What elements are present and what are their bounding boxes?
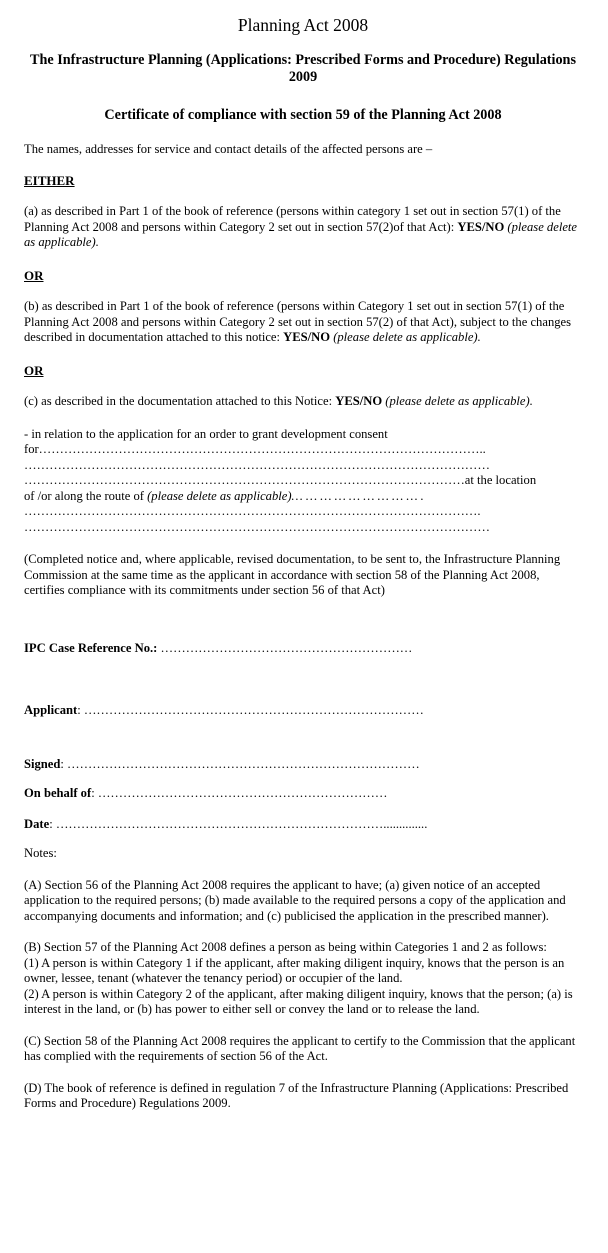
note-d: (D) The book of reference is defined in regulation 7 of the Infrastructure Planning (Applications: Prescribed Forms and Procedure) Regulations 2009. <box>24 1080 569 1110</box>
option-c-text: (c) as described in the documentation attached to this Notice: <box>24 394 336 408</box>
or-heading-1: OR <box>24 267 44 283</box>
date-fill: : …………………………………………………………………….............. <box>49 816 428 831</box>
note-b-category-2: (2) A person is within Category 2 of the applicant, after making diligent inquiry, knows that the person; (a) is interest in the land, or (b) has power to either sell or convey the land or to release the land. <box>24 986 573 1016</box>
relation-block <box>24 427 582 536</box>
relation-dots-line: ………………………………………………………………………………………………… <box>24 519 490 534</box>
option-c <box>24 394 582 410</box>
ipc-reference-field[interactable] <box>24 641 582 657</box>
applicant-fill: : ……………………………………………………………………… <box>77 703 424 717</box>
relation-dots-line: ………………………………………………………………………………………………. <box>24 504 481 518</box>
option-a-note: (please delete as applicable). <box>24 219 577 249</box>
notes-heading: Notes: <box>24 846 57 860</box>
regulations-title: The Infrastructure Planning (Applications: Prescribed Forms and Procedure) Regulations 2009 <box>30 52 576 85</box>
note-b-intro: (B) Section 57 of the Planning Act 2008 defines a person as being within Categories 1 and 2 as follows: <box>24 940 547 954</box>
relation-dots-line: ………………………………………………………………………………………………… <box>24 457 490 472</box>
completed-notice-text: (Completed notice and, where applicable, revised documentation, to be sent to, the Infrastructure Planning Commission at the same time as the applicant in accordance with section 58 of the Planning Act 2008, certifies compliance with its commitments under section 56 of that Act) <box>24 552 561 597</box>
ipc-reference-fill: …………………………………………………… <box>157 640 413 655</box>
option-b-note: (please delete as applicable). <box>330 330 481 344</box>
note-c: (C) Section 58 of the Planning Act 2008 requires the applicant to certify to the Commission that the applicant has complied with the requirements of section 56 of the Act. <box>24 1033 576 1063</box>
date-label: Date <box>24 816 50 831</box>
option-a-text: (a) as described in Part 1 of the book of reference (persons within category 1 set out in section 57(1) of the Planning Act 2008 and persons within Category 2 set out in section 57(2)of that Act): <box>24 204 561 234</box>
signed-label: Signed <box>24 756 61 771</box>
on-behalf-of-label: On behalf of <box>24 786 92 800</box>
option-c-note: (please delete as applicable). <box>382 394 533 408</box>
note-b-category-1: (1) A person is within Category 1 if the applicant, after making diligent inquiry, knows that the person is an owner, lessee, tenant (whatever the tenancy period) or occupier of the land. <box>24 955 565 985</box>
either-heading: EITHER <box>24 172 75 188</box>
or-heading-2: OR <box>24 362 44 378</box>
certificate-title: Certificate of compliance with section 59 of the Planning Act 2008 <box>104 107 502 123</box>
signed-field[interactable] <box>24 757 582 773</box>
option-c-yesno: YES/NO <box>335 394 383 408</box>
note-b <box>24 940 582 1018</box>
signed-fill: : ………………………………………………………………………… <box>60 756 420 771</box>
option-b-yesno: YES/NO <box>283 330 331 344</box>
intro-text: The names, addresses for service and contact details of the affected persons are – <box>24 142 433 156</box>
option-b <box>24 299 582 346</box>
ipc-reference-label: IPC Case Reference No.: <box>24 640 158 655</box>
note-a: (A) Section 56 of the Planning Act 2008 requires the applicant to have; (a) given notice of an accepted application to the required persons; (b) made available to the required persons a copy of the application and accompanying documents and information; and (c) publicised the application in the prescribed manner). <box>24 877 566 923</box>
on-behalf-of-field[interactable] <box>24 786 582 802</box>
option-a-yesno: YES/NO <box>457 219 505 234</box>
relation-location-line: ……………………………………………………………………………………………at the location <box>24 473 537 487</box>
applicant-label: Applicant <box>24 703 78 717</box>
relation-route-line: of /or along the route of (please delete as applicable)… … … … … … … … … . <box>24 488 424 503</box>
page-title: Planning Act 2008 <box>237 15 369 35</box>
date-field[interactable] <box>24 817 582 833</box>
option-a <box>24 204 582 251</box>
relation-for-line: for…………………………………………………………………………………………….. <box>24 442 486 456</box>
relation-line: - in relation to the application for an order to grant development consent <box>24 426 388 441</box>
option-b-text: (b) as described in Part 1 of the book of reference (persons within Category 1 set out in section 57(1) of the Planning Act 2008 and persons within Category 2 set out in section 57(2) of that Act), subject to the changes described in documentation attached to this notice: <box>24 299 572 344</box>
on-behalf-of-fill: : …………………………………………………………… <box>91 786 388 800</box>
applicant-field[interactable] <box>24 703 582 719</box>
